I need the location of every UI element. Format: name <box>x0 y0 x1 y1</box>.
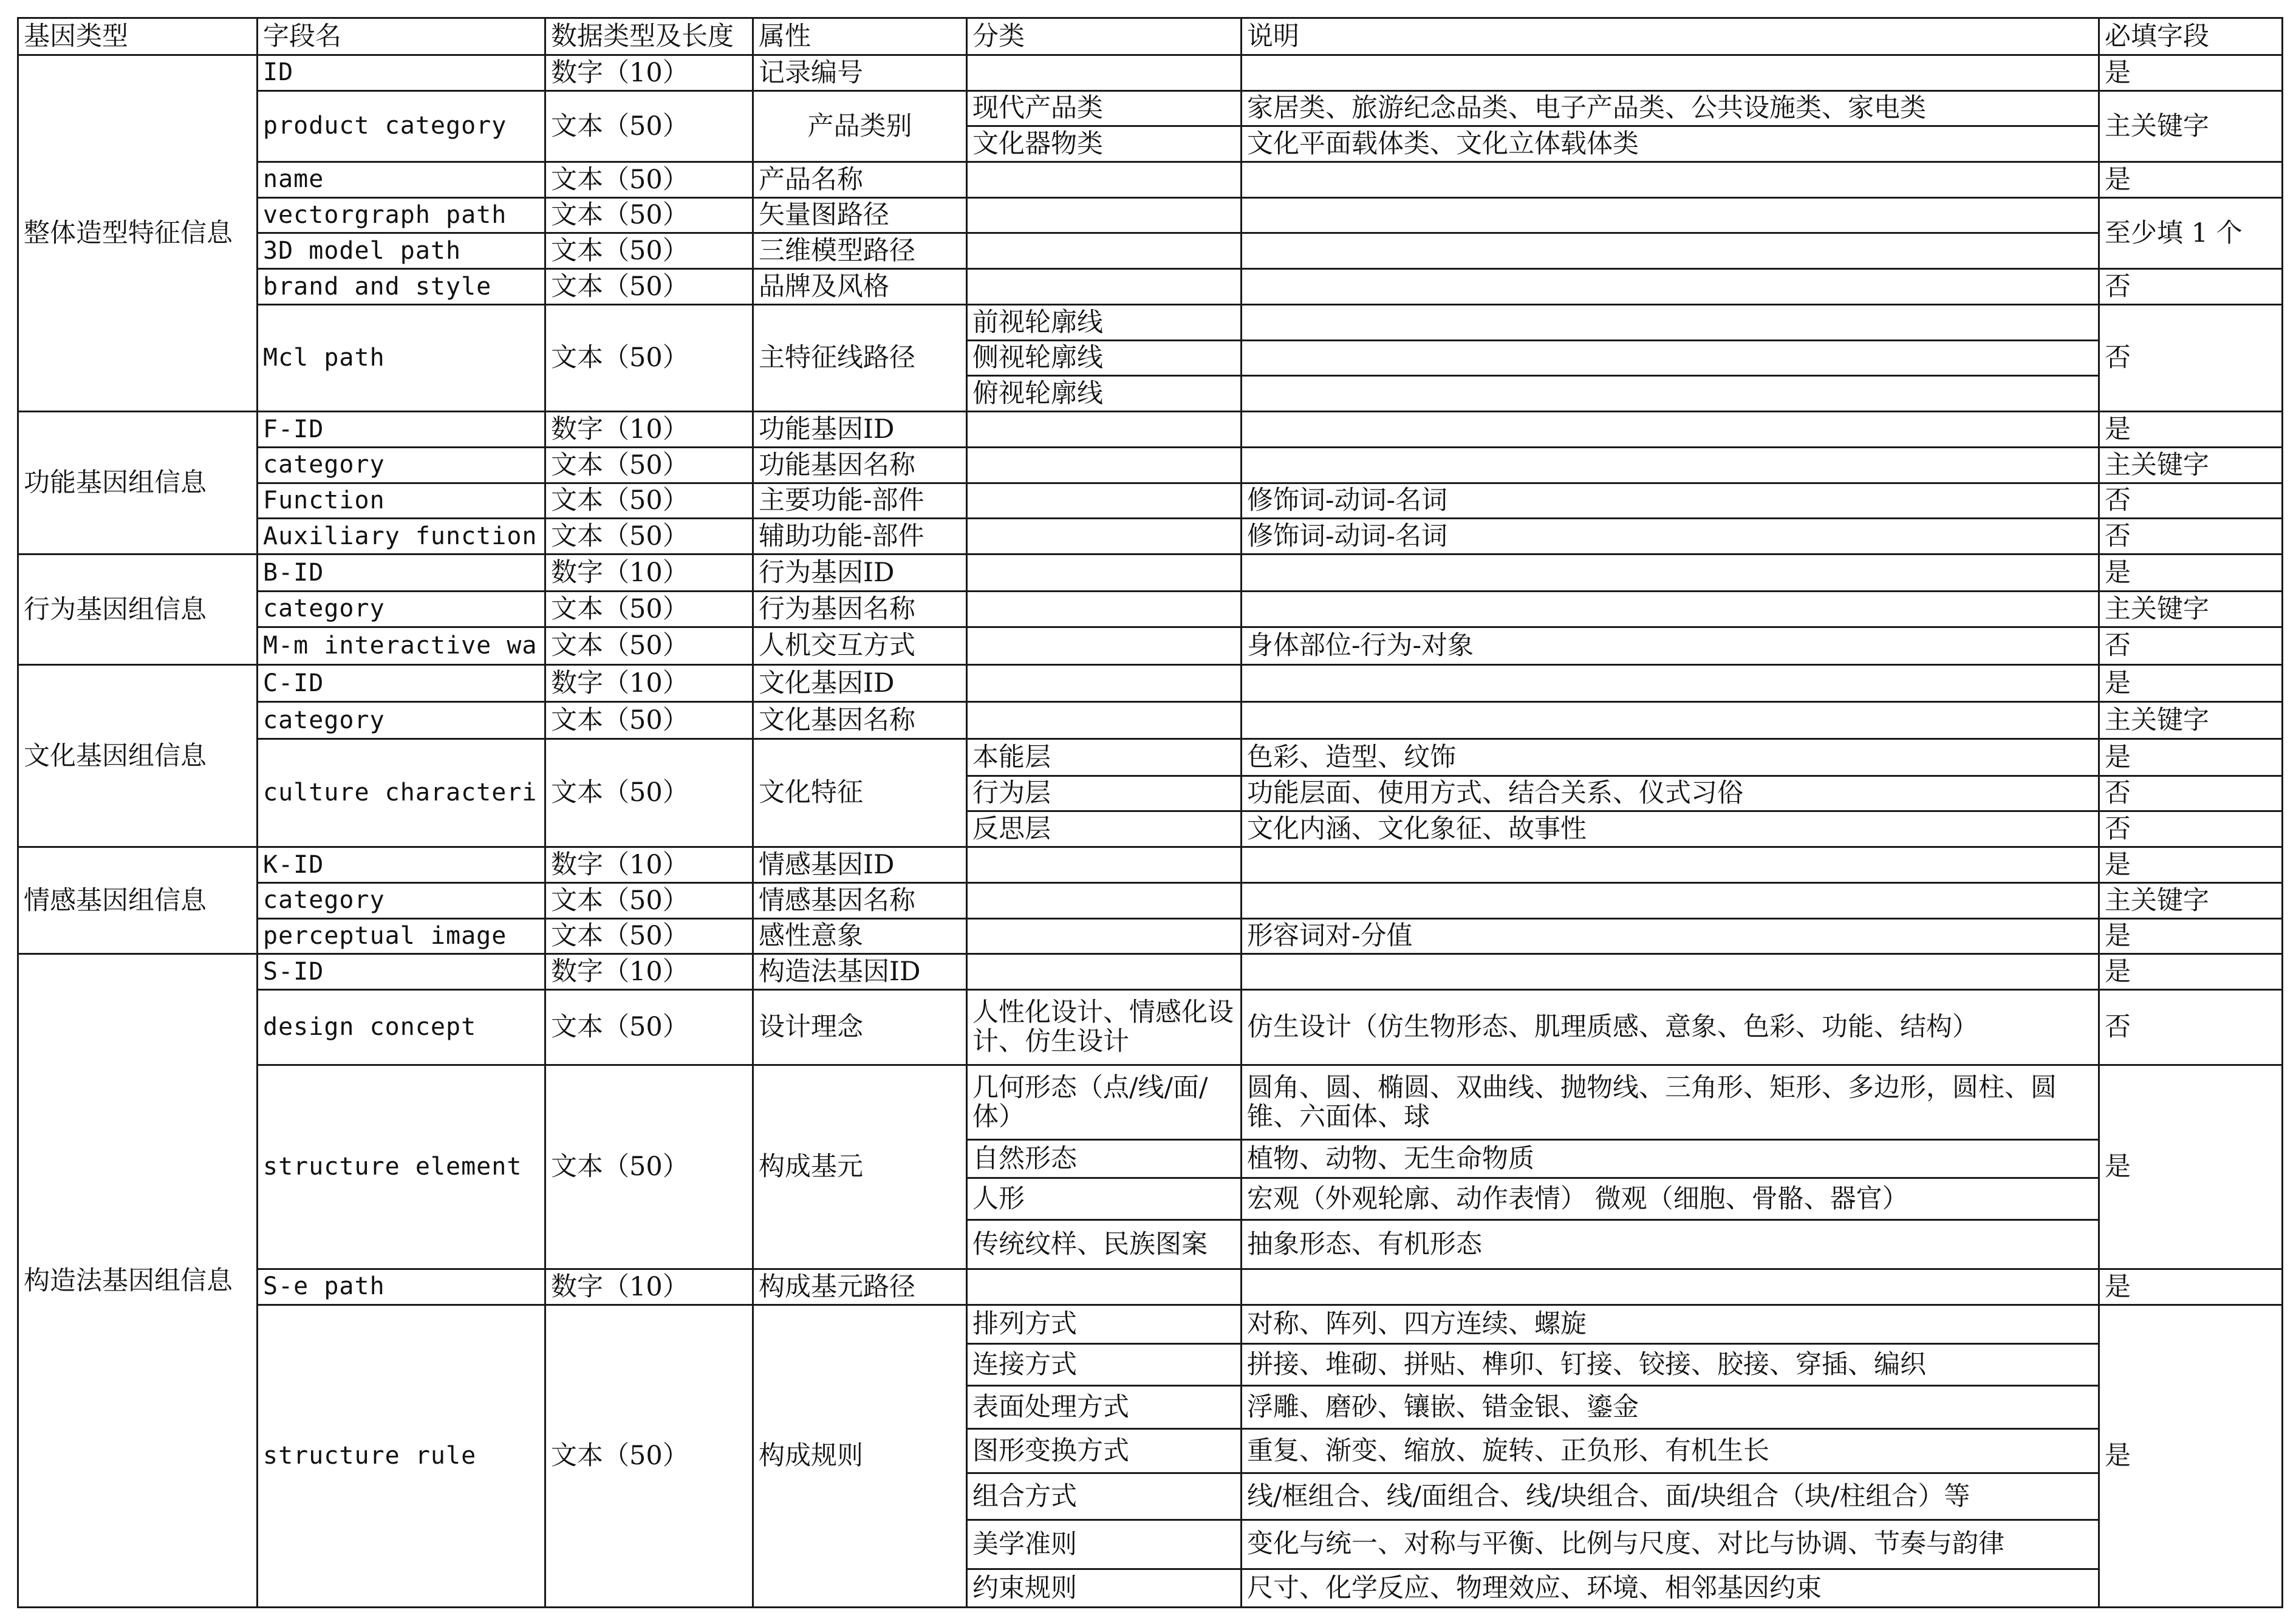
attribute-cell: 功能基因ID <box>753 412 967 448</box>
data-type-cell: 文本（50） <box>545 1305 753 1607</box>
attribute-cell: 人机交互方式 <box>753 627 967 665</box>
data-type-cell: 文本（50） <box>545 162 753 197</box>
data-type-cell: 文本（50） <box>545 90 753 162</box>
description-cell: 对称、阵列、四方连续、螺旋 <box>1242 1305 2099 1344</box>
field-name-cell: category <box>258 447 545 483</box>
description-cell <box>1242 702 2099 739</box>
category-cell: 现代产品类 <box>967 90 1242 126</box>
attribute-cell: 三维模型路径 <box>753 233 967 269</box>
data-type-cell: 文本（50） <box>545 591 753 627</box>
category-cell <box>967 519 1242 554</box>
attribute-cell: 产品类别 <box>753 90 967 162</box>
data-type-cell: 数字（10） <box>545 847 753 883</box>
data-type-cell: 数字（10） <box>545 1269 753 1305</box>
attribute-cell: 构成规则 <box>753 1305 967 1607</box>
attribute-cell: 主要功能-部件 <box>753 483 967 519</box>
group-label-emotion: 情感基因组信息 <box>18 847 258 954</box>
category-cell: 连接方式 <box>967 1344 1242 1386</box>
description-cell: 文化平面载体类、文化立体载体类 <box>1242 126 2099 162</box>
attribute-cell: 文化基因ID <box>753 665 967 702</box>
table-row <box>18 269 2283 305</box>
category-cell: 美学准则 <box>967 1520 1242 1569</box>
data-type-cell: 数字（10） <box>545 665 753 702</box>
required-cell: 是 <box>2099 1065 2283 1269</box>
category-cell <box>967 847 1242 883</box>
table-row <box>18 55 2283 90</box>
data-type-cell: 文本（50） <box>545 197 753 233</box>
data-type-cell: 文本（50） <box>545 739 753 847</box>
group-label-overall: 整体造型特征信息 <box>18 55 258 411</box>
data-type-cell: 文本（50） <box>545 990 753 1065</box>
header-data-type: 数据类型及长度 <box>545 18 753 55</box>
category-cell: 文化器物类 <box>967 126 1242 162</box>
table-row <box>18 990 2283 1065</box>
group-label-function: 功能基因组信息 <box>18 412 258 554</box>
field-name-cell: Auxiliary function <box>258 519 545 554</box>
attribute-cell: 主特征线路径 <box>753 304 967 411</box>
data-type-cell: 文本（50） <box>545 269 753 305</box>
description-cell <box>1242 197 2099 233</box>
field-name-cell: S-e path <box>258 1269 545 1305</box>
description-cell: 植物、动物、无生命物质 <box>1242 1140 2099 1178</box>
field-name-cell: ID <box>258 55 545 90</box>
category-cell: 人形 <box>967 1178 1242 1220</box>
description-cell <box>1242 847 2099 883</box>
description-cell: 功能层面、使用方式、结合关系、仪式习俗 <box>1242 776 2099 811</box>
category-cell <box>967 483 1242 519</box>
description-cell <box>1242 447 2099 483</box>
attribute-cell: 矢量图路径 <box>753 197 967 233</box>
category-cell: 侧视轮廓线 <box>967 340 1242 376</box>
category-cell <box>967 954 1242 990</box>
data-type-cell: 文本（50） <box>545 304 753 411</box>
description-cell: 修饰词-动词-名词 <box>1242 483 2099 519</box>
table-row <box>18 918 2283 954</box>
category-cell <box>967 702 1242 739</box>
description-cell: 身体部位-行为-对象 <box>1242 627 2099 665</box>
header-row <box>18 18 2283 55</box>
field-name-cell: F-ID <box>258 412 545 448</box>
table-row <box>18 1305 2283 1344</box>
description-cell: 修饰词-动词-名词 <box>1242 519 2099 554</box>
table-row <box>18 90 2283 126</box>
attribute-cell: 构成基元路径 <box>753 1269 967 1305</box>
attribute-cell: 感性意象 <box>753 918 967 954</box>
header-required: 必填字段 <box>2099 18 2283 55</box>
category-cell <box>967 233 1242 269</box>
description-cell <box>1242 1269 2099 1305</box>
field-name-cell: S-ID <box>258 954 545 990</box>
attribute-cell: 品牌及风格 <box>753 269 967 305</box>
header-attribute: 属性 <box>753 18 967 55</box>
required-cell: 是 <box>2099 162 2283 197</box>
header-gene-type: 基因类型 <box>18 18 258 55</box>
description-cell <box>1242 412 2099 448</box>
attribute-cell: 情感基因名称 <box>753 882 967 918</box>
field-name-cell: category <box>258 702 545 739</box>
required-cell: 否 <box>2099 811 2283 847</box>
table-row <box>18 519 2283 554</box>
table-row <box>18 954 2283 990</box>
group-label-construct: 构造法基因组信息 <box>18 954 258 1608</box>
field-name-cell: 3D model path <box>258 233 545 269</box>
table-row <box>18 882 2283 918</box>
field-name-cell: design concept <box>258 990 545 1065</box>
header-description: 说明 <box>1242 18 2099 55</box>
category-cell <box>967 269 1242 305</box>
category-cell <box>967 412 1242 448</box>
category-cell <box>967 627 1242 665</box>
table-row <box>18 739 2283 776</box>
description-cell: 圆角、圆、椭圆、双曲线、抛物线、三角形、矩形、多边形，圆柱、圆锥、六面体、球 <box>1242 1065 2099 1140</box>
description-cell: 色彩、造型、纹饰 <box>1242 739 2099 776</box>
header-field-name: 字段名 <box>258 18 545 55</box>
table-row <box>18 1269 2283 1305</box>
category-cell: 行为层 <box>967 776 1242 811</box>
attribute-cell: 产品名称 <box>753 162 967 197</box>
description-cell <box>1242 162 2099 197</box>
description-cell: 宏观（外观轮廓、动作表情） 微观（细胞、骨骼、器官） <box>1242 1178 2099 1220</box>
required-cell: 主关键字 <box>2099 447 2283 483</box>
description-cell: 尺寸、化学反应、物理效应、环境、相邻基因约束 <box>1242 1569 2099 1607</box>
description-cell <box>1242 340 2099 376</box>
header-category: 分类 <box>967 18 1242 55</box>
attribute-cell: 设计理念 <box>753 990 967 1065</box>
required-cell: 否 <box>2099 627 2283 665</box>
category-cell: 俯视轮廓线 <box>967 376 1242 412</box>
data-type-cell: 数字（10） <box>545 954 753 990</box>
data-type-cell: 数字（10） <box>545 554 753 592</box>
category-cell <box>967 447 1242 483</box>
data-type-cell: 文本（50） <box>545 1065 753 1269</box>
attribute-cell: 辅助功能-部件 <box>753 519 967 554</box>
data-type-cell: 文本（50） <box>545 882 753 918</box>
description-cell: 文化内涵、文化象征、故事性 <box>1242 811 2099 847</box>
description-cell <box>1242 55 2099 90</box>
attribute-cell: 情感基因ID <box>753 847 967 883</box>
required-cell: 是 <box>2099 412 2283 448</box>
description-cell <box>1242 954 2099 990</box>
attribute-cell: 行为基因名称 <box>753 591 967 627</box>
required-cell: 是 <box>2099 739 2283 776</box>
field-name-cell: B-ID <box>258 554 545 592</box>
field-name-cell: Function <box>258 483 545 519</box>
table-row <box>18 197 2283 233</box>
table-row <box>18 1065 2283 1140</box>
attribute-cell: 文化基因名称 <box>753 702 967 739</box>
required-cell: 是 <box>2099 1305 2283 1607</box>
description-cell: 形容词对-分值 <box>1242 918 2099 954</box>
required-cell: 否 <box>2099 304 2283 411</box>
data-type-cell: 文本（50） <box>545 702 753 739</box>
description-cell: 重复、渐变、缩放、旋转、正负形、有机生长 <box>1242 1429 2099 1473</box>
data-type-cell: 文本（50） <box>545 447 753 483</box>
field-name-cell: C-ID <box>258 665 545 702</box>
description-cell: 抽象形态、有机形态 <box>1242 1220 2099 1269</box>
category-cell <box>967 55 1242 90</box>
required-cell: 是 <box>2099 665 2283 702</box>
category-cell: 图形变换方式 <box>967 1429 1242 1473</box>
category-cell: 反思层 <box>967 811 1242 847</box>
attribute-cell: 记录编号 <box>753 55 967 90</box>
category-cell: 人性化设计、情感化设计、仿生设计 <box>967 990 1242 1065</box>
description-cell: 变化与统一、对称与平衡、比例与尺度、对比与协调、节奏与韵律 <box>1242 1520 2099 1569</box>
required-cell: 是 <box>2099 554 2283 592</box>
category-cell: 排列方式 <box>967 1305 1242 1344</box>
required-cell: 是 <box>2099 55 2283 90</box>
data-type-cell: 文本（50） <box>545 233 753 269</box>
category-cell: 表面处理方式 <box>967 1386 1242 1429</box>
required-cell: 是 <box>2099 918 2283 954</box>
table-row <box>18 447 2283 483</box>
description-cell <box>1242 304 2099 340</box>
table-row <box>18 304 2283 340</box>
description-cell <box>1242 376 2099 412</box>
table-row <box>18 627 2283 665</box>
data-type-cell: 文本（50） <box>545 627 753 665</box>
table-row <box>18 702 2283 739</box>
required-cell: 主关键字 <box>2099 882 2283 918</box>
description-cell <box>1242 233 2099 269</box>
description-cell: 线/框组合、线/面组合、线/块组合、面/块组合（块/柱组合）等 <box>1242 1473 2099 1520</box>
gene-database-table <box>17 17 2283 1608</box>
description-cell <box>1242 554 2099 592</box>
description-cell: 拼接、堆砌、拼贴、榫卯、钉接、铰接、胶接、穿插、编织 <box>1242 1344 2099 1386</box>
data-type-cell: 文本（50） <box>545 519 753 554</box>
category-cell <box>967 665 1242 702</box>
table-row <box>18 591 2283 627</box>
field-name-cell: structure element <box>258 1065 545 1269</box>
attribute-cell: 功能基因名称 <box>753 447 967 483</box>
required-cell: 否 <box>2099 269 2283 305</box>
category-cell <box>967 918 1242 954</box>
table-row <box>18 162 2283 197</box>
table-row <box>18 847 2283 883</box>
data-type-cell: 数字（10） <box>545 55 753 90</box>
attribute-cell: 行为基因ID <box>753 554 967 592</box>
field-name-cell: category <box>258 591 545 627</box>
required-cell: 是 <box>2099 1269 2283 1305</box>
category-cell <box>967 162 1242 197</box>
field-name-cell: brand and style <box>258 269 545 305</box>
field-name-cell: culture characteri <box>258 739 545 847</box>
description-cell <box>1242 665 2099 702</box>
required-cell: 否 <box>2099 990 2283 1065</box>
category-cell: 本能层 <box>967 739 1242 776</box>
table-row <box>18 483 2283 519</box>
field-name-cell: Mcl path <box>258 304 545 411</box>
required-cell: 是 <box>2099 954 2283 990</box>
description-cell <box>1242 591 2099 627</box>
required-cell: 主关键字 <box>2099 702 2283 739</box>
required-cell: 否 <box>2099 519 2283 554</box>
field-name-cell: structure rule <box>258 1305 545 1607</box>
field-name-cell: perceptual image <box>258 918 545 954</box>
field-name-cell: category <box>258 882 545 918</box>
description-cell: 浮雕、磨砂、镶嵌、错金银、鎏金 <box>1242 1386 2099 1429</box>
field-name-cell: name <box>258 162 545 197</box>
category-cell <box>967 197 1242 233</box>
required-cell: 是 <box>2099 847 2283 883</box>
group-label-behavior: 行为基因组信息 <box>18 554 258 665</box>
field-name-cell: product category <box>258 90 545 162</box>
required-cell: 否 <box>2099 776 2283 811</box>
description-cell <box>1242 882 2099 918</box>
category-cell: 组合方式 <box>967 1473 1242 1520</box>
required-cell: 至少填 1 个 <box>2099 197 2283 268</box>
data-type-cell: 数字（10） <box>545 412 753 448</box>
category-cell: 几何形态（点/线/面/体） <box>967 1065 1242 1140</box>
field-name-cell: M-m interactive wa <box>258 627 545 665</box>
category-cell: 自然形态 <box>967 1140 1242 1178</box>
description-cell: 家居类、旅游纪念品类、电子产品类、公共设施类、家电类 <box>1242 90 2099 126</box>
description-cell <box>1242 269 2099 305</box>
category-cell: 传统纹样、民族图案 <box>967 1220 1242 1269</box>
description-cell: 仿生设计（仿生物形态、肌理质感、意象、色彩、功能、结构） <box>1242 990 2099 1065</box>
category-cell <box>967 554 1242 592</box>
data-type-cell: 文本（50） <box>545 918 753 954</box>
attribute-cell: 构造法基因ID <box>753 954 967 990</box>
attribute-cell: 文化特征 <box>753 739 967 847</box>
field-name-cell: K-ID <box>258 847 545 883</box>
required-cell: 主关键字 <box>2099 90 2283 162</box>
group-label-culture: 文化基因组信息 <box>18 665 258 847</box>
category-cell <box>967 591 1242 627</box>
category-cell <box>967 882 1242 918</box>
required-cell: 否 <box>2099 483 2283 519</box>
table-row <box>18 554 2283 592</box>
table-row <box>18 412 2283 448</box>
category-cell: 前视轮廓线 <box>967 304 1242 340</box>
table-row <box>18 665 2283 702</box>
field-name-cell: vectorgraph path <box>258 197 545 233</box>
category-cell: 约束规则 <box>967 1569 1242 1607</box>
table-row <box>18 233 2283 269</box>
category-cell <box>967 1269 1242 1305</box>
attribute-cell: 构成基元 <box>753 1065 967 1269</box>
required-cell: 主关键字 <box>2099 591 2283 627</box>
data-type-cell: 文本（50） <box>545 483 753 519</box>
